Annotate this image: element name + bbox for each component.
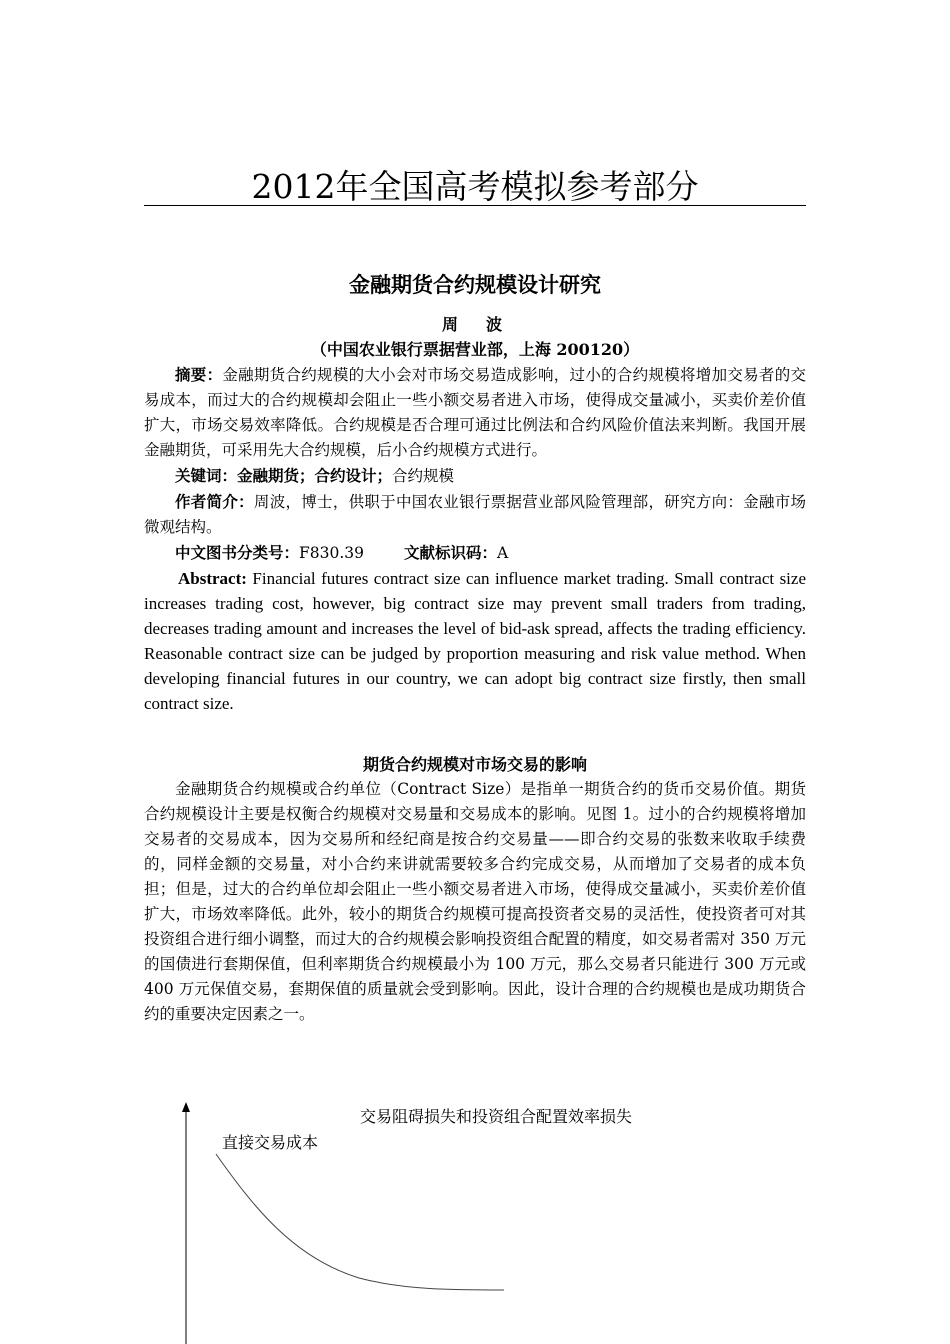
classification-line [144,540,806,566]
abstract-en-text: Financial futures contract size can influence market trading. Small contract size increases trading cost, however, big contract size may prevent small traders from trading, decreases trading amount and increases the level of bid-ask spread, affects the trading efficiency. Reasonable contract size can be judged by proportion measuring and risk value method. When developing financial futures in our country, we can adopt big contract size firstly, then small contract size. [144,569,806,713]
keywords-text: 合约规模 [392,467,455,485]
abstract-en-label: Abstract: [178,569,247,588]
section-body: 金融期货合约规模或合约单位（Contract Size）是指单一期货合约的货币交易价值。期货合约规模设计主要是权衡合约规模对交易量和交易成本的影响。见图 1。过小的合约规模将增加交易者的交易成本，因为交易所和经纪商是按合约交易量——即合约交易的张数来收取手续费的，同样金额的交易量，对小合约来讲就需要较多合约完成交易，从而增加了交易者的成本负担；但是，过大的合约单位却会阻止一些小额交易者进入市场，使得成交量减小，买卖价差价值扩大，市场效率降低。此外，较小的期货合约规模可提高投资者交易的灵活性，使投资者可对其投资组合进行细小调整，而过大的合约规模会影响投资组合配置的精度，如交易者需对 350 万元的国债进行套期保值，但利率期货合约规模最小为 100 万元，那么交易者只能进行 300 万元或 400 万元保值交易，套期保值的质量就会受到影响。因此，设计合理的合约规模也是成功期货合约的重要决定因素之一。 [144,780,806,1023]
abstract-cn [144,362,806,463]
clc-value: F830.39 [299,544,365,562]
clc-label: 中文图书分类号： [175,543,300,562]
abstract-cn-text: 金融期货合约规模的大小会对市场交易造成影响，过小的合约规模将增加交易者的交易成本，而过大的合约规模却会阻止一些小额交易者进入市场，使得成交量减小，买卖价差价值扩大，市场交易效率降低。合约规模是否合理可通过比例法和合约风险价值法来判断。我国开展金融期货，可采用先大合约规模，后小合约规模方式进行。 [144,366,806,459]
header-divider [144,205,806,206]
abstract-en [144,566,806,716]
section-heading: 期货合约规模对市场交易的影响 [362,755,587,774]
y-axis-arrow-icon [182,1102,190,1112]
figure-1 [144,1098,806,1344]
keywords-bold-text: 金融期货；合约设计； [237,466,393,485]
keywords-label: 关键词： [175,466,238,485]
abstract-cn-label: 摘要： [175,365,223,384]
author-bio-label: 作者简介： [175,492,254,511]
doc-code-label: 文献标识码： [404,543,498,562]
article-title: 金融期货合约规模设计研究 [349,272,601,297]
keywords [144,463,806,489]
article-author: 周 波 [441,315,508,334]
author-bio-text: 周波，博士，供职于中国农业银行票据营业部风险管理部，研究方向：金融市场微观结构。 [144,493,806,536]
article-affiliation: （中国农业银行票据营业部，上海 200120） [310,340,640,359]
direct-cost-curve [216,1154,504,1290]
figure-label-left: 直接交易成本 [222,1133,319,1152]
figure-label-top: 交易阻碍损失和投资组合配置效率损失 [360,1107,633,1126]
author-bio [144,489,806,540]
doc-code-value: A [497,544,509,562]
header-title: 2012年全国高考模拟参考部分 [251,167,699,206]
article-body [144,268,806,1027]
